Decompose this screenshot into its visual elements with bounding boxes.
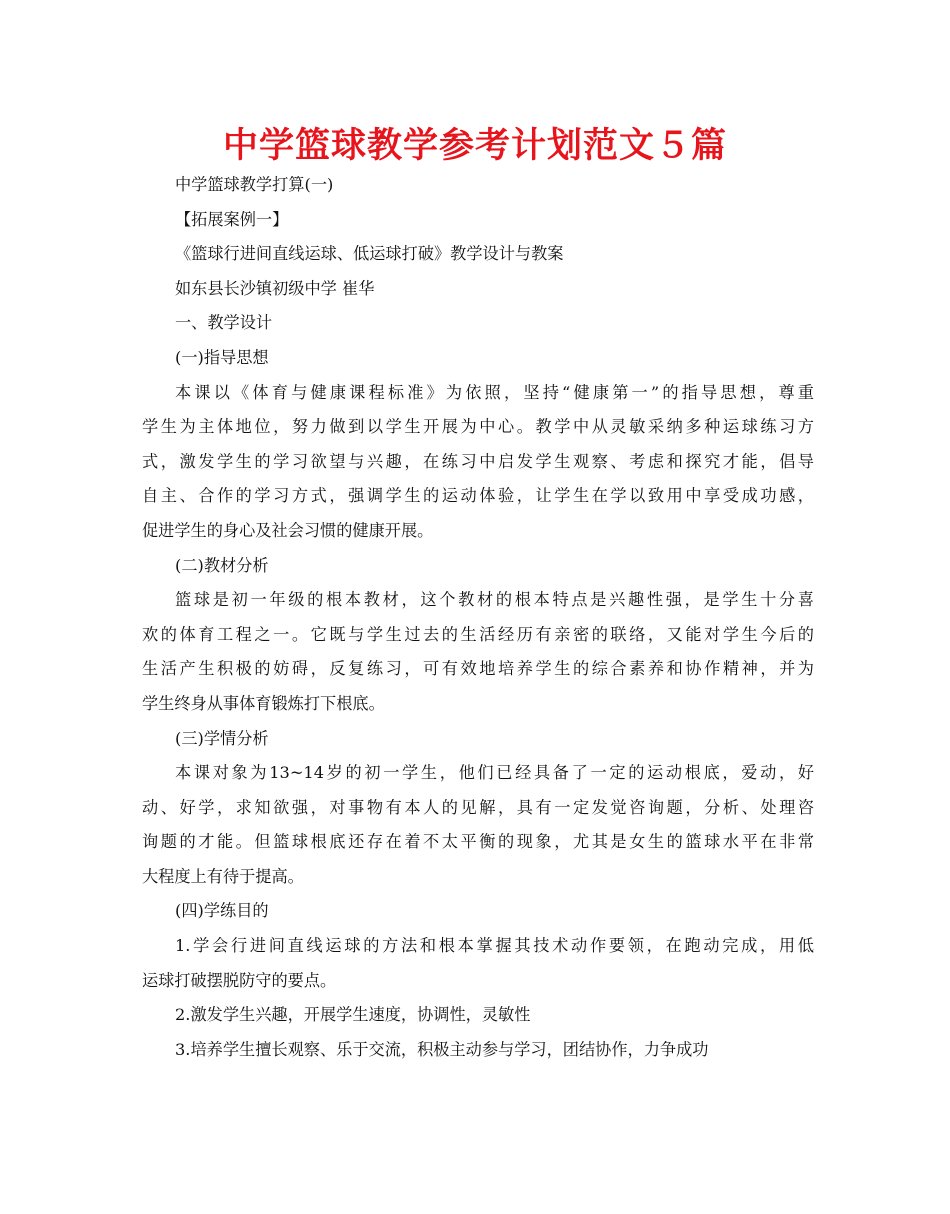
section-heading: 中学篮球教学打算(一) (175, 175, 334, 194)
part-heading: 一、教学设计 (175, 313, 273, 333)
list-item-line: 1.学会行进间直线运球的方法和根本掌握其技术动作要领，在跑动完成，用低 (175, 936, 814, 956)
paragraph-line: 生活产生积极的妨碍，反复练习，可有效地培养学生的综合素养和协作精神，并为 (142, 659, 814, 679)
subsection-heading: (二)教材分析 (175, 555, 269, 575)
paragraph-line: 本课以《体育与健康课程标准》为依照，坚持“健康第一”的指导思想，尊重 (175, 382, 814, 402)
paragraph-line: 式，激发学生的学习欲望与兴趣，在练习中启发学生观察、考虑和探究才能，倡导 (142, 451, 814, 471)
list-item-line: 2.激发学生兴趣，开展学生速度，协调性，灵敏性 (175, 1005, 531, 1025)
list-item-line: 运球打破摆脱防守的要点。 (142, 970, 337, 990)
paragraph-line: 促进学生的身心及社会习惯的健康开展。 (142, 520, 434, 540)
subsection-heading: (四)学练目的 (175, 901, 269, 921)
document-title: 中学篮球教学参考计划范文５篇 (222, 126, 727, 166)
document-body (142, 168, 814, 1067)
paragraph-line: 询题的才能。但篮球根底还存在着不太平衡的现象，尤其是女生的篮球水平在非常 (142, 832, 814, 852)
lesson-title: 《篮球行进间直线运球、低运球打破》教学设计与教案 (175, 244, 564, 264)
list-item-line: 3.培养学生擅长观察、乐于交流，积极主动参与学习，团结协作，力争成功 (175, 1039, 709, 1059)
paragraph-line: 动、好学，求知欲强，对事物有本人的见解，具有一定发觉咨询题，分析、处理咨 (142, 797, 814, 817)
paragraph-line: 自主、合作的学习方式，强调学生的运动体验，让学生在学以致用中享受成功感， (142, 486, 814, 506)
paragraph-line: 本课对象为13~14岁的初一学生，他们已经具备了一定的运动根底，爱动，好 (175, 763, 814, 783)
subsection-heading: (一)指导思想 (175, 347, 269, 367)
paragraph-line: 学生终身从事体育锻炼打下根底。 (142, 693, 385, 713)
subsection-heading: (三)学情分析 (175, 728, 269, 748)
author-line: 如东县长沙镇初级中学 崔华 (175, 278, 375, 298)
paragraph-line: 篮球是初一年级的根本教材，这个教材的根本特点是兴趣性强，是学生十分喜 (175, 590, 814, 610)
case-heading: 【拓展案例一】 (175, 209, 289, 229)
paragraph-line: 大程度上有待于提高。 (142, 866, 304, 886)
paragraph-line: 学生为主体地位，努力做到以学生开展为中心。教学中从灵敏采纳多种运球练习方 (142, 417, 814, 437)
paragraph-line: 欢的体育工程之一。它既与学生过去的生活经历有亲密的联络，又能对学生今后的 (142, 624, 814, 644)
